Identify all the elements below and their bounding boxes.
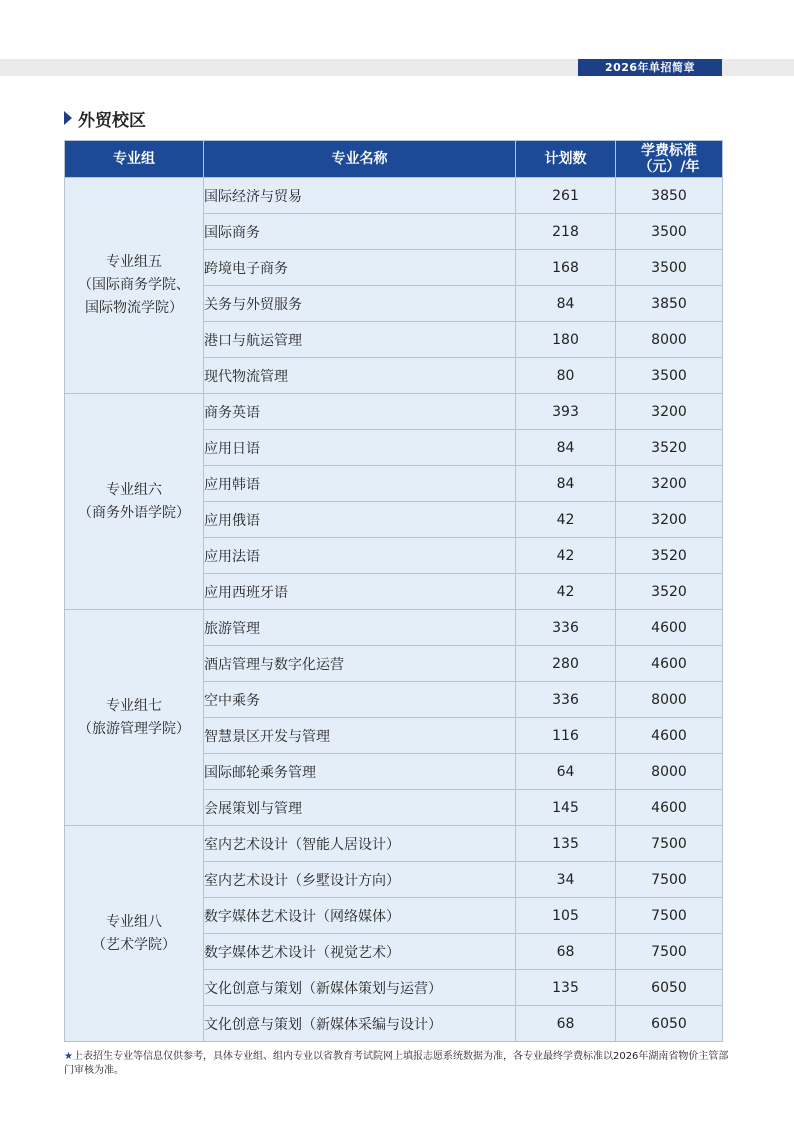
header-fee-line1: 学费标准: [641, 143, 697, 159]
major-cell: 跨境电子商务: [204, 250, 516, 286]
plan-cell: 68: [516, 934, 616, 970]
major-cell: 会展策划与管理: [204, 790, 516, 826]
group-name-line: （艺术学院）: [92, 936, 176, 953]
major-cell: 国际商务: [204, 214, 516, 250]
fee-cell: 7500: [616, 862, 723, 898]
plan-cell: 34: [516, 862, 616, 898]
group-name-line: 专业组五: [106, 254, 162, 270]
plan-cell: 280: [516, 646, 616, 682]
plan-cell: 116: [516, 718, 616, 754]
plan-cell: 218: [516, 214, 616, 250]
brochure-badge: 2026年单招简章: [578, 59, 722, 76]
table-header-row: [65, 141, 723, 178]
major-cell: 文化创意与策划（新媒体策划与运营）: [204, 970, 516, 1006]
header-plan: 计划数: [516, 141, 616, 178]
table-row: [65, 178, 723, 214]
major-cell: 关务与外贸服务: [204, 286, 516, 322]
triangle-bullet-icon: [64, 111, 72, 125]
fee-cell: 4600: [616, 610, 723, 646]
plan-cell: 80: [516, 358, 616, 394]
major-cell: 应用西班牙语: [204, 574, 516, 610]
major-cell: 应用俄语: [204, 502, 516, 538]
plan-cell: 336: [516, 682, 616, 718]
major-cell: 数字媒体艺术设计（视觉艺术）: [204, 934, 516, 970]
plan-cell: 42: [516, 538, 616, 574]
major-cell: 应用法语: [204, 538, 516, 574]
fee-cell: 3850: [616, 178, 723, 214]
major-cell: 现代物流管理: [204, 358, 516, 394]
table-row: [65, 826, 723, 862]
plan-cell: 84: [516, 430, 616, 466]
group-name-line: 专业组六: [106, 481, 162, 498]
major-cell: 文化创意与策划（新媒体采编与设计）: [204, 1006, 516, 1042]
major-cell: 空中乘务: [204, 682, 516, 718]
table-row: [65, 394, 723, 430]
group-name-line: （旅游管理学院）: [78, 720, 190, 737]
major-cell: 智慧景区开发与管理: [204, 718, 516, 754]
major-cell: 室内艺术设计（乡墅设计方向）: [204, 862, 516, 898]
fee-cell: 6050: [616, 1006, 723, 1042]
footnote: [64, 1050, 734, 1078]
major-cell: 商务英语: [204, 394, 516, 430]
plan-cell: 336: [516, 610, 616, 646]
major-cell: 旅游管理: [204, 610, 516, 646]
fee-cell: 3500: [616, 250, 723, 286]
fee-cell: 7500: [616, 826, 723, 862]
plan-cell: 393: [516, 394, 616, 430]
group-cell: [65, 394, 204, 610]
major-cell: 国际经济与贸易: [204, 178, 516, 214]
plan-cell: 261: [516, 178, 616, 214]
major-cell: 数字媒体艺术设计（网络媒体）: [204, 898, 516, 934]
plan-cell: 135: [516, 826, 616, 862]
plan-cell: 105: [516, 898, 616, 934]
fee-cell: 3200: [616, 502, 723, 538]
group-name-line: （商务外语学院）: [78, 504, 190, 521]
header-group: 专业组: [65, 141, 204, 178]
fee-cell: 7500: [616, 898, 723, 934]
plan-cell: 168: [516, 250, 616, 286]
plan-cell: 84: [516, 286, 616, 322]
group-cell: [65, 178, 204, 394]
fee-cell: 3200: [616, 394, 723, 430]
plan-cell: 180: [516, 322, 616, 358]
table-body: [65, 178, 723, 1042]
header-fee-line2: （元）/年: [638, 159, 700, 175]
star-icon: ★: [64, 1051, 73, 1062]
enrollment-table: [64, 140, 723, 1042]
plan-cell: 42: [516, 574, 616, 610]
footnote-text: 上表招生专业等信息仅供参考，具体专业组、组内专业以省教育考试院网上填报志愿系统数据为准，各专业最终学费标准以2026年湖南省物价主管部门审核为准。: [64, 1051, 729, 1076]
fee-cell: 8000: [616, 754, 723, 790]
header-major: 专业名称: [204, 141, 516, 178]
fee-cell: 3520: [616, 538, 723, 574]
table-row: [65, 610, 723, 646]
fee-cell: 7500: [616, 934, 723, 970]
major-cell: 应用韩语: [204, 466, 516, 502]
plan-cell: 135: [516, 970, 616, 1006]
header-fee: [616, 141, 723, 178]
fee-cell: 3520: [616, 430, 723, 466]
fee-cell: 4600: [616, 646, 723, 682]
major-cell: 应用日语: [204, 430, 516, 466]
major-cell: 国际邮轮乘务管理: [204, 754, 516, 790]
fee-cell: 4600: [616, 718, 723, 754]
group-name-line: 专业组八: [106, 913, 162, 930]
fee-cell: 3500: [616, 358, 723, 394]
fee-cell: 3850: [616, 286, 723, 322]
fee-cell: 3200: [616, 466, 723, 502]
plan-cell: 145: [516, 790, 616, 826]
plan-cell: 84: [516, 466, 616, 502]
section-title: 外贸校区: [78, 110, 146, 131]
fee-cell: 3520: [616, 574, 723, 610]
fee-cell: 8000: [616, 682, 723, 718]
fee-cell: 3500: [616, 214, 723, 250]
group-name-line: （国际商务学院、: [78, 277, 190, 293]
group-cell: [65, 826, 204, 1042]
group-name-line: 专业组七: [106, 697, 162, 714]
fee-cell: 4600: [616, 790, 723, 826]
major-cell: 港口与航运管理: [204, 322, 516, 358]
major-cell: 酒店管理与数字化运营: [204, 646, 516, 682]
fee-cell: 8000: [616, 322, 723, 358]
fee-cell: 6050: [616, 970, 723, 1006]
section-heading: [64, 106, 146, 130]
major-cell: 室内艺术设计（智能人居设计）: [204, 826, 516, 862]
plan-cell: 42: [516, 502, 616, 538]
plan-cell: 64: [516, 754, 616, 790]
group-name-line: 国际物流学院）: [85, 300, 183, 316]
group-cell: [65, 610, 204, 826]
plan-cell: 68: [516, 1006, 616, 1042]
